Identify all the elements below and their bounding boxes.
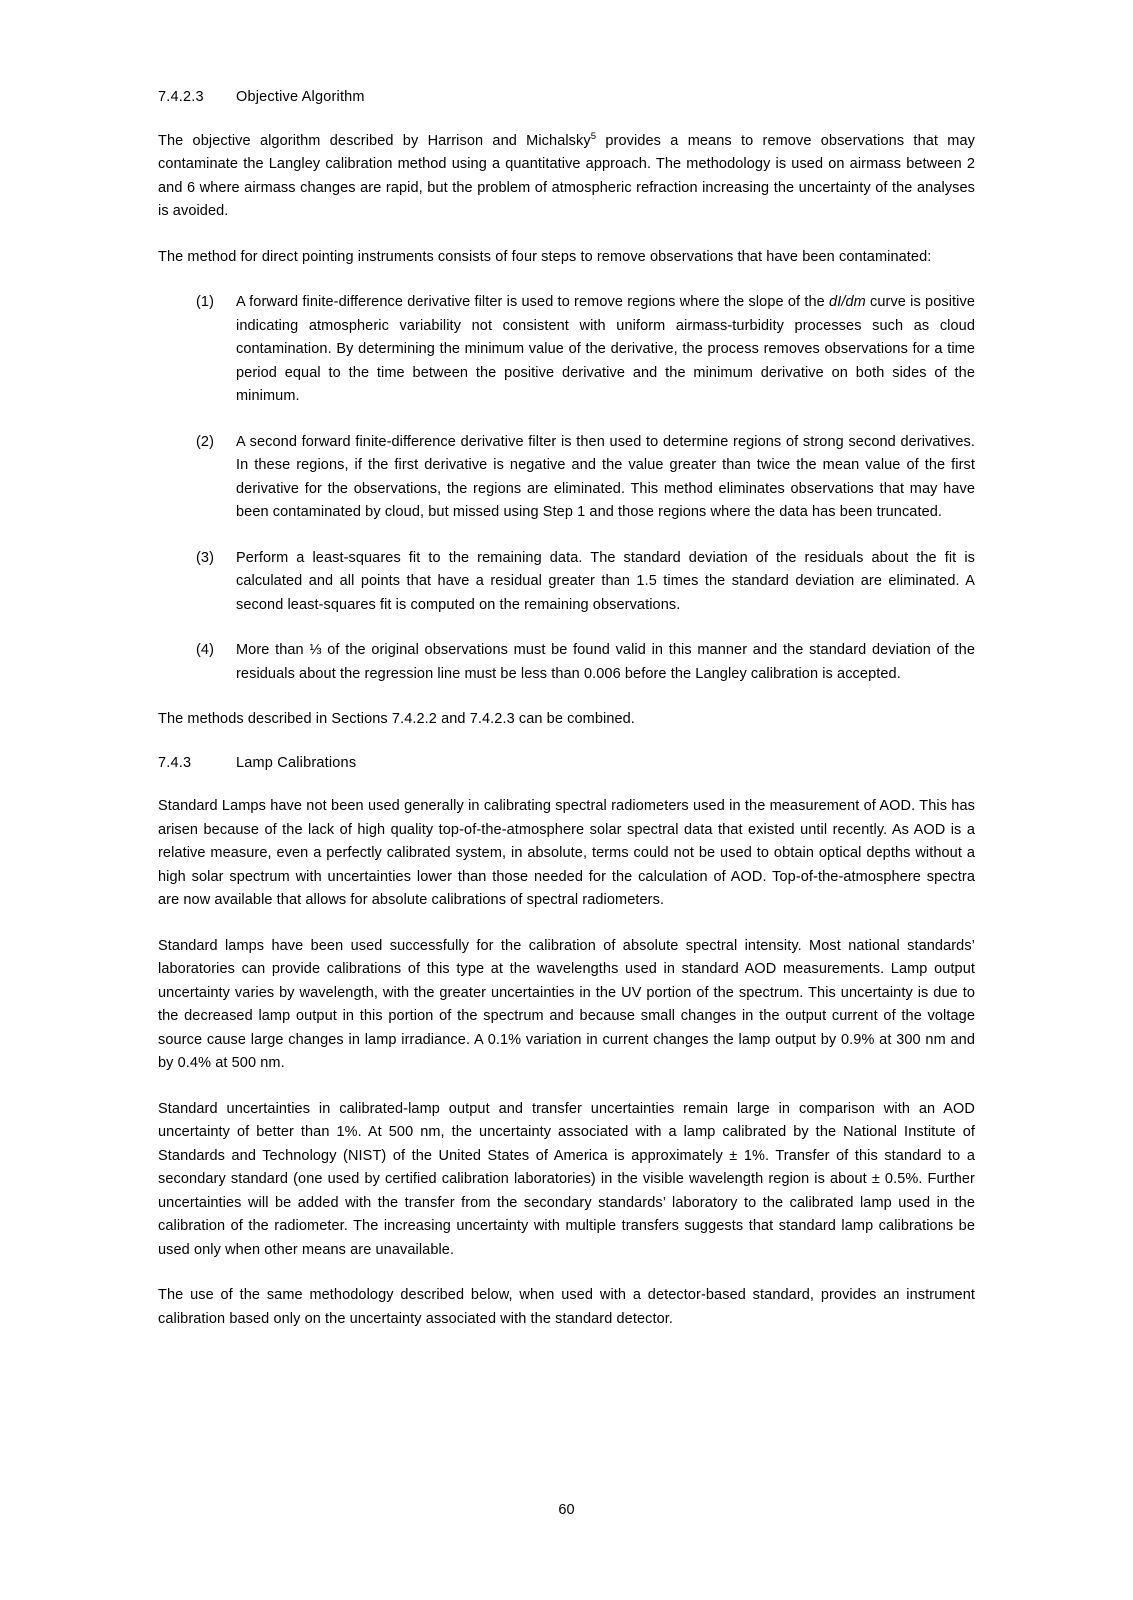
page-number: 60 [558, 1502, 575, 1518]
subsection-title: Objective Algorithm [236, 89, 365, 105]
steps-list [158, 291, 975, 686]
section-heading-lamp-calibrations [158, 754, 975, 774]
paragraph-method-intro: The method for direct pointing instruments consists of four steps to remove observations that have been contaminated: [158, 248, 932, 265]
list-item-marker: (2) [196, 433, 215, 450]
list-item [158, 639, 975, 686]
list-item [158, 431, 975, 525]
list-item-text-a: Perform a least-squares fit to the remaining data. The standard deviation of the residuals about the fit is calculated and all points that have a residual greater than 1.5 times the standard deviation are eliminated. A second least-squares fit is computed on the remaining observations. [236, 549, 975, 613]
section-title: Lamp Calibrations [236, 754, 357, 771]
list-item-marker: (1) [196, 294, 215, 311]
subsection-heading [158, 88, 975, 108]
paragraph-text-part-a: The objective algorithm described by Harrison and Michalsky [158, 132, 591, 149]
paragraph-lamp-3: Standard uncertainties in calibrated-lamp output and transfer uncertainties remain large in comparison with an AOD uncertainty of better than 1%. At 500 nm, the uncertainty associated with a lamp calibrated by the National Institute of Standards and Technology (NIST) of the United States of America is approximately ± 1%. Transfer of this standard to a secondary standard (one used by certified calibration laboratories) in the visible wavelength region is about ± 0.5%. Further uncertainties will be added with the transfer from the secondary standards’ laboratory to the calibrated lamp used in the calibration of the radiometer. The increasing uncertainty with multiple transfers suggests that standard lamp calibrations be used only when other means are unavailable. [158, 1100, 975, 1258]
list-item-italic: dI/dm [829, 294, 866, 311]
section-number: 7.4.3 [158, 754, 192, 771]
list-item-text-a: A forward finite-difference derivative filter is used to remove regions where the slope of the [236, 294, 830, 311]
paragraph-lamp-1: Standard Lamps have not been used generally in calibrating spectral radiometers used in the measurement of AOD. This has arisen because of the lack of high quality top-of-the-atmosphere solar spectral data that existed until recently. As AOD is a relative measure, even a perfectly calibrated system, in absolute, terms could not be used to obtain optical depths without a high solar spectrum with uncertainties lower than those needed for the calculation of AOD. Top-of-the-atmosphere spectra are now available that allows for absolute calibrations of spectral radiometers. [158, 798, 975, 909]
subsection-number: 7.4.2.3 [158, 89, 204, 105]
footnote-reference: 5 [590, 130, 597, 142]
list-item-text-a: More than ⅓ of the original observations must be found valid in this manner and the standard deviation of the residuals about the regression line must be less than 0.006 before the Langley calibration is accepted. [236, 642, 975, 682]
paragraph-objective-algorithm [158, 130, 975, 224]
list-item-marker: (3) [196, 549, 215, 566]
paragraph-methods-combined: The methods described in Sections 7.4.2.2 and 7.4.2.3 can be combined. [158, 711, 635, 728]
paragraph-lamp-2: Standard lamps have been used successfully for the calibration of absolute spectral intensity. Most national standards’ laboratories can provide calibrations of this type at the wavelengths used in standard AOD measurements. Lamp output uncertainty varies by wavelength, with the greater uncertainties in the UV portion of the spectrum. This uncertainty is due to the decreased lamp output in this portion of the spectrum and because small changes in the output current of the voltage source cause large changes in lamp irradiance. A 0.1% variation in current changes the lamp output by 0.9% at 300 nm and by 0.4% at 500 nm. [158, 937, 975, 1072]
list-item [158, 291, 975, 409]
list-item [158, 547, 975, 618]
list-item-marker: (4) [196, 642, 215, 659]
paragraph-text-part-b: provides a means to remove observations that may contaminate the Langley calibration method using a quantitative approach. The methodology is used on airmass between 2 and 6 where airmass changes are rapid, but the problem of atmospheric refraction increasing the uncertainty of the analyses is avoided. [158, 132, 975, 220]
list-item-text-b: curve is positive indicating atmospheric variability not consistent with uniform airmass-turbidity processes such as cloud contamination. By determining the minimum value of the derivative, the process removes observations for a time period equal to the time between the positive derivative and the minimum derivative on both sides of the minimum. [236, 294, 975, 405]
paragraph-lamp-4: The use of the same methodology described below, when used with a detector-based standard, provides an instrument calibration based only on the uncertainty associated with the standard detector. [158, 1287, 975, 1327]
list-item-text-a: A second forward finite-difference derivative filter is then used to determine regions of strong second derivatives. In these regions, if the first derivative is negative and the value greater than twice the mean value of the first derivative for the observations, the regions are eliminated. This method eliminates observations that may have been contaminated by cloud, but missed using Step 1 and those regions where the data has been truncated. [236, 433, 975, 521]
page-content [158, 88, 975, 1331]
